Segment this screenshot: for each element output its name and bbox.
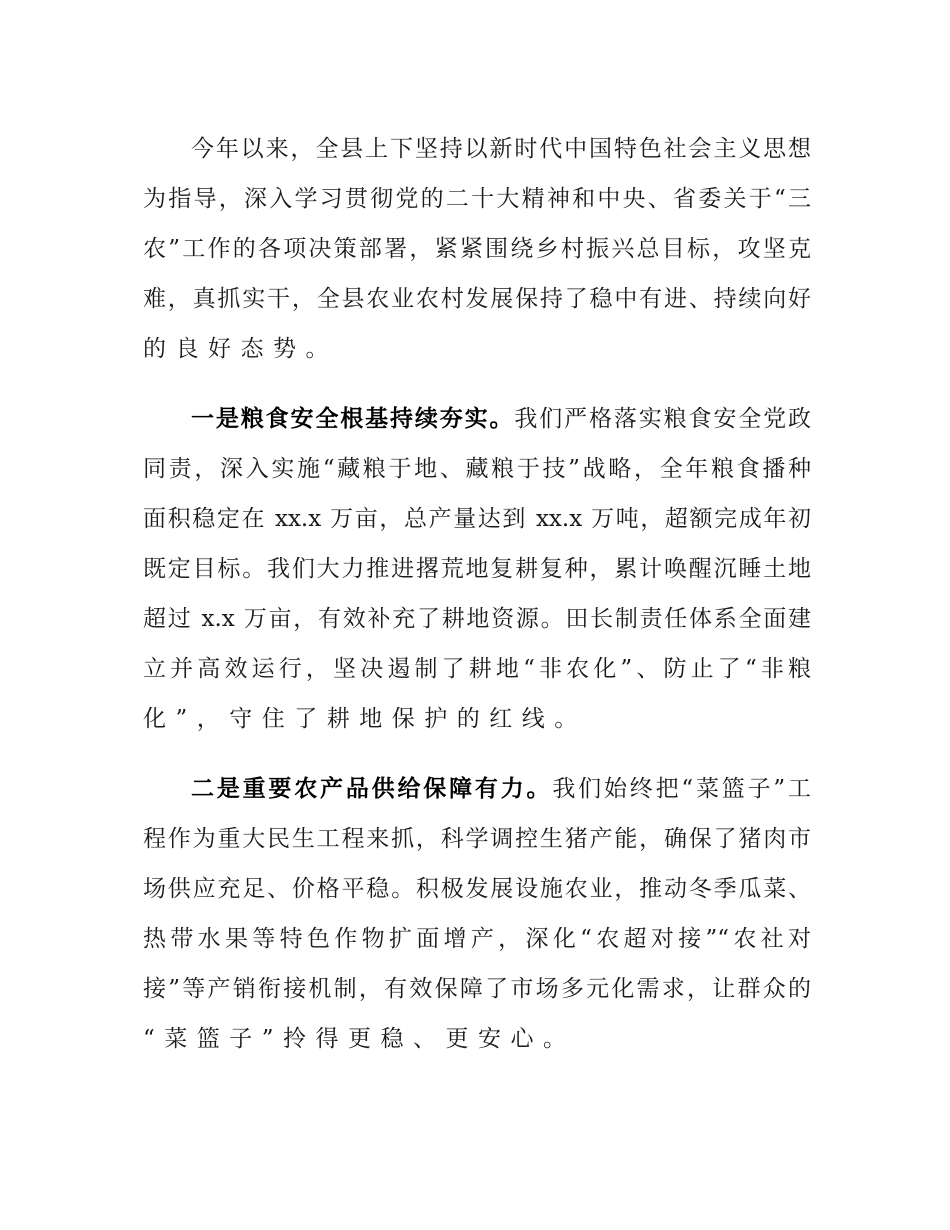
paragraph-line: 场供应充足、价格平稳。积极发展设施农业，推动冬季瓜菜、 xyxy=(143,876,811,902)
paragraph-spacer xyxy=(143,374,811,394)
paragraph-line: 接”等产销衔接机制，有效保障了市场多元化需求，让群众的 xyxy=(143,976,811,1002)
intro-paragraph xyxy=(143,124,811,374)
point-1-paragraph xyxy=(143,394,811,744)
paragraph-line: “菜篮子”拎得更稳、更安心。 xyxy=(143,1026,576,1052)
paragraph-line: 既定目标。我们大力推进撂荒地复耕复种，累计唤醒沉睡土地 xyxy=(143,556,811,582)
paragraph-line: 的良好态势。 xyxy=(143,336,338,362)
paragraph-line: 程作为重大民生工程来抓，科学调控生猪产能，确保了猪肉市 xyxy=(143,826,811,852)
paragraph-line: 今年以来，全县上下坚持以新时代中国特色社会主义思想 xyxy=(191,136,811,162)
paragraph-line xyxy=(143,764,811,814)
paragraph-line: 同责，深入实施“藏粮于地、藏粮于技”战略，全年粮食播种 xyxy=(143,456,811,482)
paragraph-line: 为指导，深入学习贯彻党的二十大精神和中央、省委关于“三 xyxy=(143,186,811,212)
document-page xyxy=(143,124,811,1064)
paragraph-line xyxy=(143,394,811,444)
paragraph-line: 农”工作的各项决策部署，紧紧围绕乡村振兴总目标，攻坚克 xyxy=(143,236,811,262)
paragraph-spacer xyxy=(143,744,811,764)
point-2-paragraph xyxy=(143,764,811,1064)
paragraph-line: 超过 x.x 万亩，有效补充了耕地资源。田长制责任体系全面建 xyxy=(143,606,811,632)
paragraph-line: 难，真抓实干，全县农业农村发展保持了稳中有进、持续向好 xyxy=(143,286,811,312)
paragraph-line: 化”，守住了耕地保护的红线。 xyxy=(143,706,587,732)
paragraph-line: 面积稳定在 xx.x 万亩，总产量达到 xx.x 万吨，超额完成年初 xyxy=(143,506,811,532)
point-1-first-line-text: 我们严格落实粮食安全党政 xyxy=(514,406,811,432)
paragraph-line: 热带水果等特色作物扩面增产，深化“农超对接”“农社对 xyxy=(143,926,811,952)
point-1-heading: 一是粮食安全根基持续夯实。 xyxy=(191,406,515,432)
point-2-heading: 二是重要农产品供给保障有力。 xyxy=(191,776,553,802)
point-2-first-line-text: 我们始终把“菜篮子”工 xyxy=(552,776,811,802)
paragraph-line: 立并高效运行，坚决遏制了耕地“非农化”、防止了“非粮 xyxy=(143,656,811,682)
